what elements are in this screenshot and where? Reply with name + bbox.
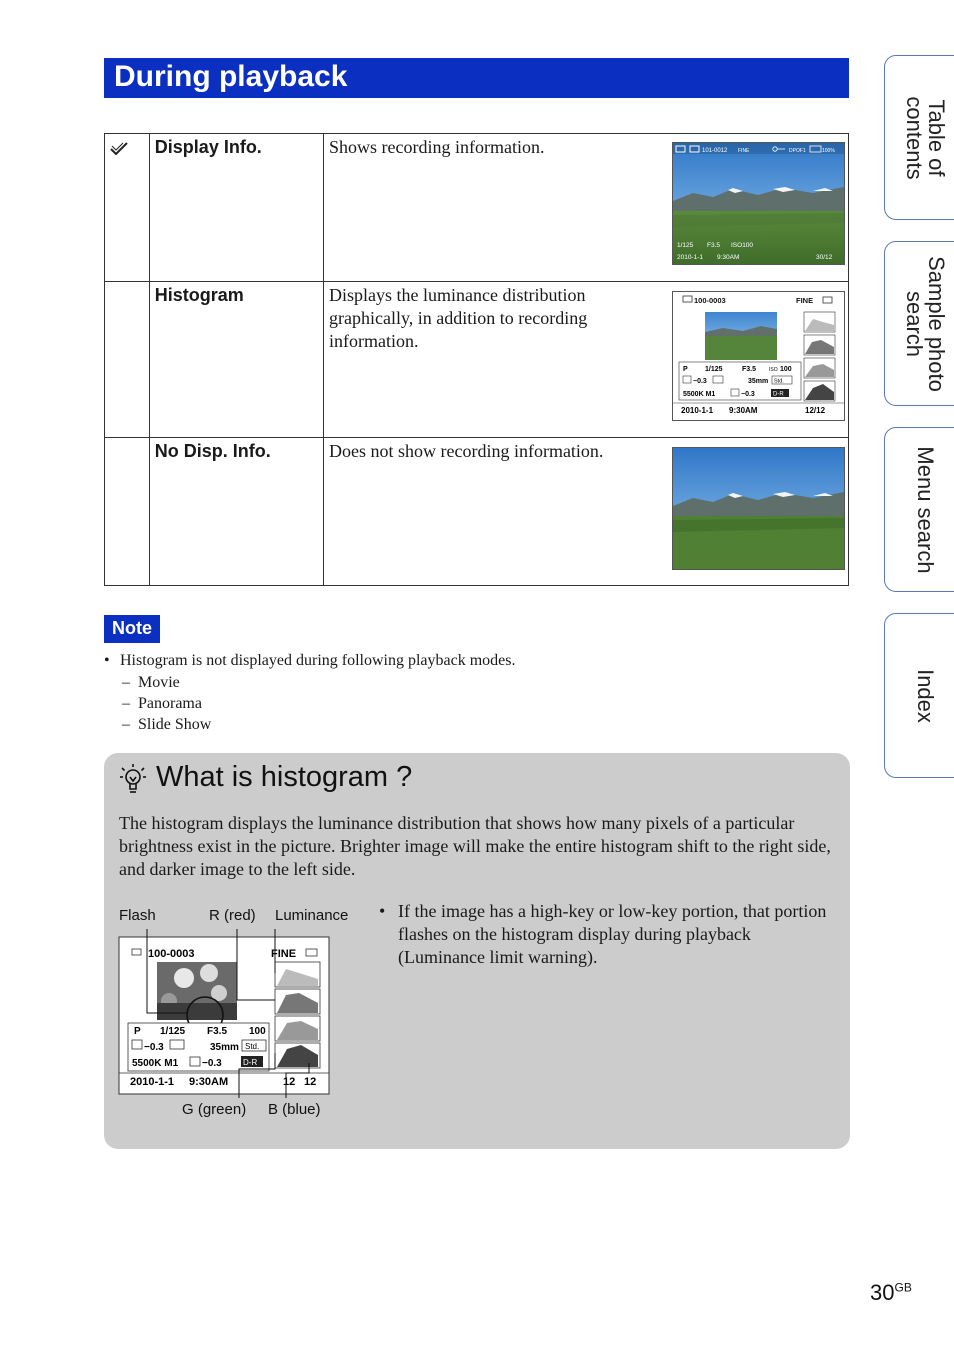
display-info-screen-image bbox=[672, 142, 845, 265]
tab-index[interactable] bbox=[884, 613, 954, 778]
histogram-diagram bbox=[104, 753, 364, 1133]
diagram-flash-comp: −0.3 bbox=[202, 1058, 222, 1069]
tab-menu-search[interactable] bbox=[884, 427, 954, 592]
thumb-mode: P bbox=[682, 366, 688, 373]
callout-red: R (red) bbox=[209, 907, 256, 924]
diagram-dro: D-R bbox=[243, 1058, 258, 1067]
list-item: – Movie bbox=[122, 674, 180, 691]
thumb-aperture: F3.5 bbox=[706, 242, 720, 249]
thumb-count: 30/12 bbox=[815, 254, 833, 261]
option-description: Displays the luminance distribution graphically, in addition to recording information. bbox=[328, 285, 588, 351]
thumb-time: 9:30AM bbox=[716, 254, 740, 261]
thumb-time: 9:30AM bbox=[728, 406, 758, 415]
tab-label: Sample photo bbox=[924, 255, 949, 392]
diagram-date: 2010-1-1 bbox=[130, 1076, 175, 1088]
tab-label: Menu search bbox=[913, 445, 938, 574]
tip-title: What is histogram ? bbox=[156, 761, 413, 793]
tab-table-of-contents[interactable] bbox=[884, 55, 954, 220]
callout-green: G (green) bbox=[182, 1101, 247, 1118]
tip-box: What is histogram ? The histogram displays the luminance distribution that shows how many pixels of a particular brightness exist in the picture. Brighter image will make the entire histogram shift to the right side, and darker image to the left side. • If the image has a high-key or low-key portion, that portion flashes on the histogram display during playback (Luminance limit warning). Flash R (red) Luminance G (green) B (blue) 100-0003 FINE P 1/125 F3.5 100 −0.3 35mm Std. 5500K M1 −0.3 D-R 2010-1-1 9:30AM 12 12 bbox=[104, 753, 850, 1149]
display-options-table bbox=[104, 133, 849, 586]
diagram-wb: 5500K M1 bbox=[132, 1058, 179, 1069]
histogram-screen-image bbox=[672, 291, 845, 421]
diagram-aperture: F3.5 bbox=[207, 1026, 228, 1037]
note-text: Histogram is not displayed during following playback modes. bbox=[120, 652, 516, 669]
thumb-battery: 100% bbox=[821, 148, 835, 154]
thumb-shutter: 1/125 bbox=[704, 366, 723, 373]
thumb-flash-comp: −0.3 bbox=[740, 391, 755, 398]
option-name: Display Info. bbox=[154, 137, 262, 157]
thumb-count: 12/12 bbox=[804, 406, 826, 415]
thumb-dpof: DPOF1 bbox=[788, 148, 806, 154]
thumb-shutter: 1/125 bbox=[676, 242, 694, 249]
thumb-ev: −0.3 bbox=[692, 378, 707, 385]
no-info-screen-image bbox=[672, 447, 845, 570]
diagram-folder: 100-0003 bbox=[148, 948, 195, 960]
thumb-date: 2010-1-1 bbox=[676, 254, 704, 261]
table-row bbox=[105, 282, 849, 438]
list-item: – Slide Show bbox=[122, 716, 212, 733]
option-description: Shows recording information. bbox=[328, 137, 545, 157]
diagram-quality: FINE bbox=[271, 948, 297, 960]
table-row bbox=[105, 134, 849, 282]
callout-flash: Flash bbox=[119, 907, 156, 924]
note-badge bbox=[104, 615, 160, 643]
diagram-time: 9:30AM bbox=[189, 1076, 229, 1088]
thumb-iso: 100 bbox=[779, 366, 792, 373]
tab-label: search bbox=[902, 290, 927, 357]
option-name: No Disp. Info. bbox=[154, 441, 271, 461]
option-name: Histogram bbox=[154, 285, 244, 305]
note-badge-label: Note bbox=[112, 618, 152, 638]
diagram-count-a: 12 bbox=[283, 1076, 296, 1088]
section-title: During playback bbox=[114, 60, 348, 93]
section-header bbox=[104, 58, 849, 98]
tab-label: contents bbox=[902, 95, 927, 180]
diagram-count-b: 12 bbox=[304, 1076, 317, 1088]
thumb-iso-label: ISO bbox=[768, 367, 778, 373]
tab-sample-photo-search[interactable] bbox=[884, 241, 954, 406]
list-item: – Panorama bbox=[122, 695, 202, 712]
diagram-focal: 35mm bbox=[210, 1042, 239, 1053]
thumb-quality: FINE bbox=[737, 148, 750, 154]
thumb-style: Std. bbox=[773, 378, 784, 385]
thumb-quality: FINE bbox=[795, 296, 814, 305]
diagram-shutter: 1/125 bbox=[160, 1026, 186, 1037]
thumb-date: 2010-1-1 bbox=[680, 406, 714, 415]
thumb-folder: 101-0012 bbox=[701, 148, 728, 154]
callout-blue: B (blue) bbox=[268, 1101, 321, 1118]
table-row bbox=[105, 438, 849, 586]
default-check-icon bbox=[109, 141, 129, 157]
tab-label: Index bbox=[913, 668, 938, 723]
diagram-ev: −0.3 bbox=[144, 1042, 164, 1053]
thumb-wb: 5500K M1 bbox=[682, 391, 716, 398]
diagram-iso: 100 bbox=[249, 1026, 266, 1037]
option-description: Does not show recording information. bbox=[328, 441, 604, 461]
page-number: $30^{GB}$ bbox=[870, 1280, 912, 1305]
note-list bbox=[104, 650, 704, 740]
thumb-aperture: F3.5 bbox=[741, 366, 756, 373]
callout-luminance: Luminance bbox=[275, 907, 349, 924]
thumb-folder: 100-0003 bbox=[693, 296, 726, 305]
thumb-iso: ISO100 bbox=[730, 242, 754, 249]
thumb-focal: 35mm bbox=[747, 378, 769, 385]
diagram-mode: P bbox=[134, 1026, 141, 1037]
diagram-style: Std. bbox=[245, 1042, 260, 1051]
thumb-dro: D-R bbox=[772, 391, 784, 398]
note-bullet: • bbox=[104, 652, 110, 669]
tip-paragraph: The histogram displays the luminance distribution that shows how many pixels of a particular brightness exist in the picture. Brighter image will make the entire histogram shift to the right side, and darker image to the left side. bbox=[119, 813, 831, 879]
tab-label: Table of bbox=[924, 98, 949, 177]
